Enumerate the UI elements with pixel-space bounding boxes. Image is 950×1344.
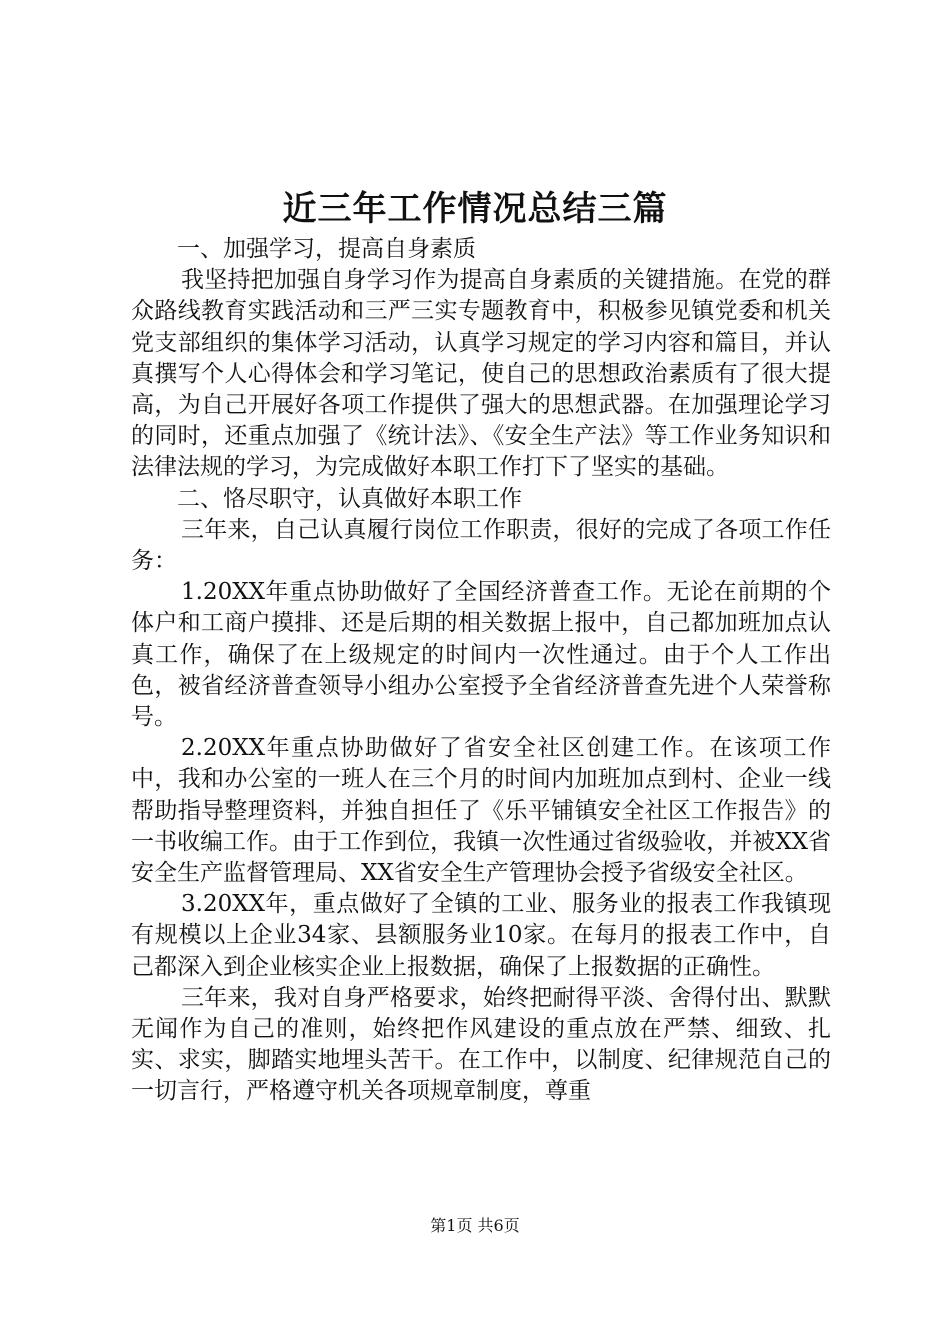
list-item-2: 2.20XX年重点协助做好了省安全社区创建工作。在该项工作中，我和办公室的一班人在三个月的时间内加班加点到村、企业一线帮助指导整理资料，并独自担任了《乐平铺镇安全社区工作报告》的一书收编工作。由于工作到位，我镇一次性通过省级验收，并被XX省安全生产监督管理局、XX省安全生产管理协会授予省级安全社区。 [131, 735, 831, 887]
list-item-1: 1.20XX年重点协助做好了全国经济普查工作。无论在前期的个体户和工商户摸排、还是后期的相关数据上报中，自己都加班加点认真工作，确保了在上级规定的时间内一次性通过。由于个人工作出色，被省经济普查领导小组办公室授予全省经济普查先进个人荣誉称号。 [131, 579, 831, 731]
section-heading-1: 一、加强学习，提高自身素质 [177, 236, 476, 262]
page-footer: 第1页 共6页 [430, 1216, 520, 1235]
paragraph-study: 我坚持把加强自身学习作为提高自身素质的关键措施。在党的群众路线教育实践活动和三严三实专题教育中，积极参见镇党委和机关党支部组织的集体学习活动，认真学习规定的学习内容和篇目，并认真撰写个人心得体会和学习笔记，使自己的思想政治素质有了很大提高，为自己开展好各项工作提供了强大的思想武器。在加强理论学习的同时，还重点加强了《统计法》、《安全生产法》等工作业务知识和法律法规的学习，为完成做好本职工作打下了坚实的基础。 [131, 267, 831, 481]
document-title: 近三年工作情况总结三篇 [282, 189, 668, 229]
list-item-3: 3.20XX年，重点做好了全镇的工业、服务业的报表工作我镇现有规模以上企业34家、县额服务业10家。在每月的报表工作中，自己都深入到企业核实企业上报数据，确保了上报数据的正确性。 [131, 891, 831, 980]
document-body [131, 234, 831, 1108]
paragraph-conduct: 三年来，我对自身严格要求，始终把耐得平淡、舍得付出、默默无闻作为自己的准则，始终把作风建设的重点放在严禁、细致、扎实、求实，脚踏实地埋头苦干。在工作中，以制度、纪律规范自己的一切言行，严格遵守机关各项规章制度，尊重 [131, 984, 831, 1105]
paragraph-duties-intro: 三年来，自己认真履行岗位工作职责，很好的完成了各项工作任务： [131, 516, 831, 575]
section-heading-2: 二、恪尽职守，认真做好本职工作 [177, 485, 522, 512]
